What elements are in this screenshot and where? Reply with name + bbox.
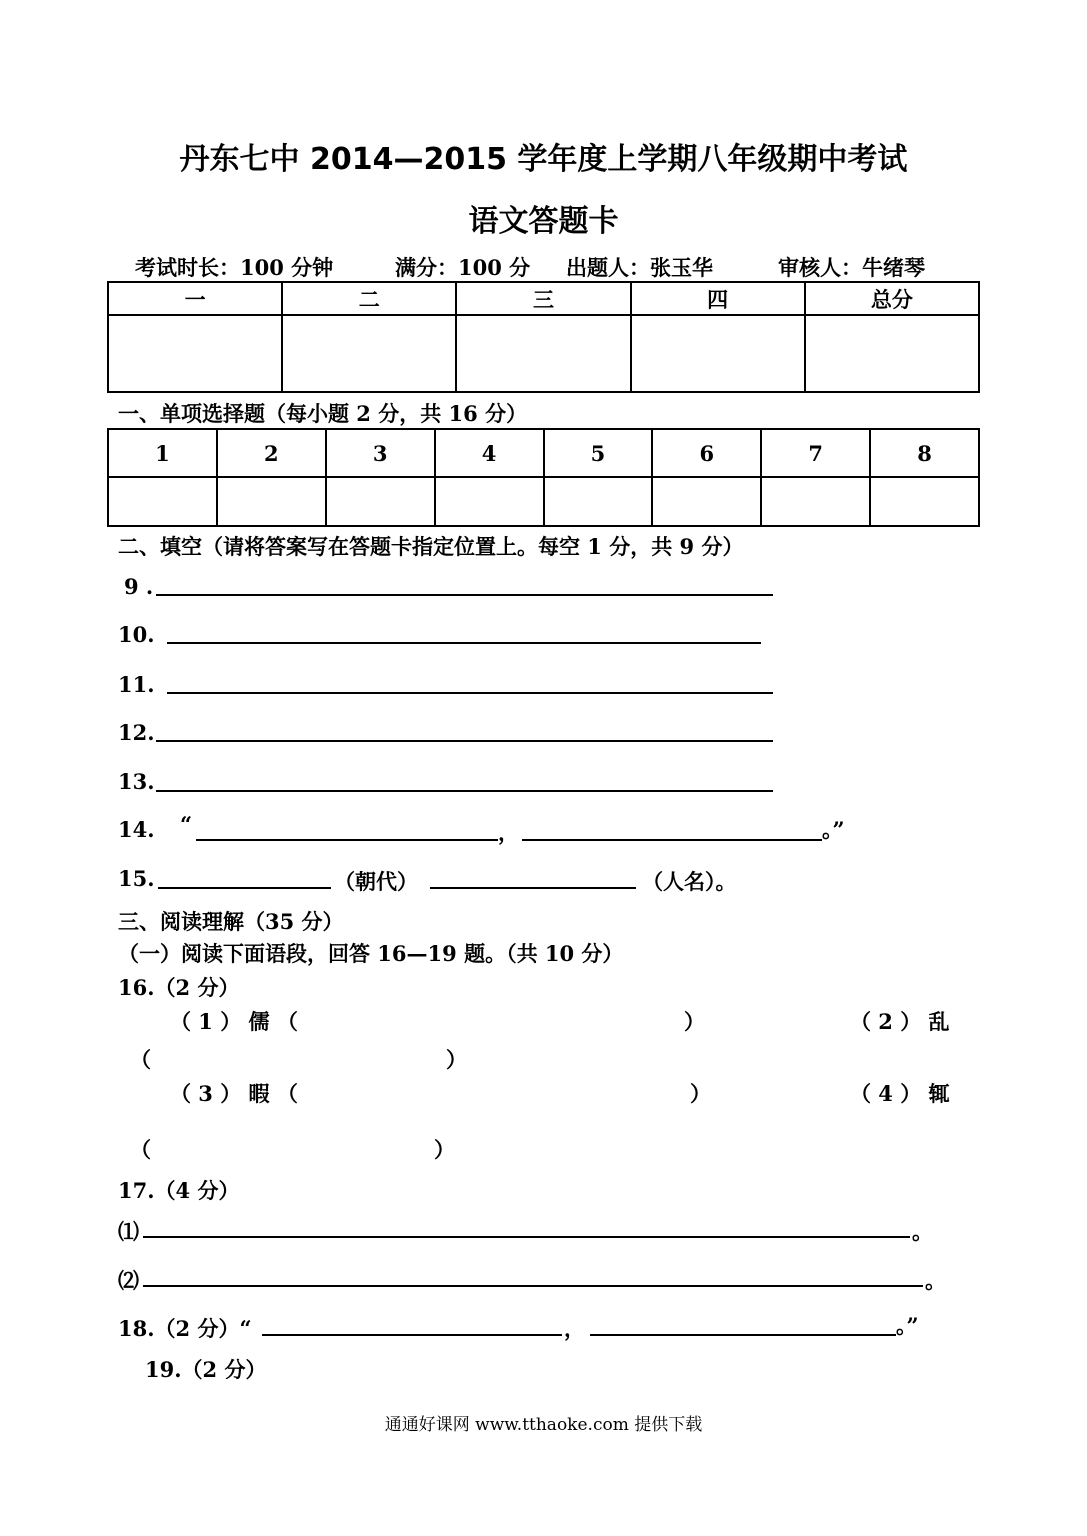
choice-number: 3 [326,429,435,477]
choice-answer-cell[interactable] [652,477,761,526]
score-cell-1[interactable] [108,315,282,392]
question-10-label: 10. [118,622,155,647]
question-17-sub-2: ⑵ [118,1268,139,1293]
question-14-label: 14. [118,817,155,842]
question-17-label: 17.（4 分） [118,1178,240,1203]
question-16-label: 16.（2 分） [118,975,240,1000]
choice-answer-cell[interactable] [870,477,979,526]
choice-number: 1 [108,429,217,477]
question-14-answer-line-2[interactable] [522,839,822,841]
question-17-2-period: 。 [925,1268,946,1293]
choice-number: 7 [761,429,870,477]
question-16-item-3: （ 3 ） 暇 （ [170,1081,298,1106]
question-16-item-2-open: （ [130,1047,151,1072]
page-title: 丹东七中 2014—2015 学年度上学期八年级期中考试 [179,142,908,177]
score-header-4: 四 [631,282,805,315]
question-13-answer-line[interactable] [156,790,773,792]
score-header-1: 一 [108,282,282,315]
question-16-item-2-close: ） [446,1047,467,1072]
question-9-label: 9 . [124,574,154,599]
choice-number: 4 [435,429,544,477]
score-header-total: 总分 [805,282,979,315]
question-19-label: 19.（2 分） [145,1357,267,1382]
reading-part1-instruction: （一）阅读下面语段，回答 16—19 题。（共 10 分） [118,941,624,966]
section2-title: 二、填空（请将答案写在答题卡指定位置上。每空 1 分，共 9 分） [118,534,744,559]
choice-number: 8 [870,429,979,477]
question-16-item-2: （ 2 ） 乱 [850,1009,950,1034]
question-15-dynasty-label: （朝代） [334,869,418,894]
question-16-item-3-close: ） [690,1081,711,1106]
page-subtitle: 语文答题卡 [468,204,619,239]
choice-answer-cell[interactable] [435,477,544,526]
question-11-answer-line[interactable] [167,692,773,694]
full-score: 满分：100 分 [395,255,531,280]
question-16-item-1: （ 1 ） 儒 （ [170,1009,298,1034]
exam-duration: 考试时长：100 分钟 [135,255,334,280]
question-18-comma: ， [564,1316,585,1341]
choice-number: 5 [544,429,653,477]
exam-reviewer: 审核人：牛绪琴 [778,255,925,280]
question-16-item-4: （ 4 ） 辄 [850,1081,950,1106]
question-16-item-1-close: ） [684,1009,705,1034]
question-18-answer-line-1[interactable] [262,1334,562,1336]
score-cell-3[interactable] [456,315,630,392]
question-14-close-quote: 。” [822,817,845,842]
choice-answer-cell[interactable] [544,477,653,526]
question-16-item-4-open: （ [130,1137,151,1162]
question-14-open-quote: “ [180,812,193,837]
choice-number: 2 [217,429,326,477]
choice-answer-cell[interactable] [326,477,435,526]
exam-author: 出题人：张玉华 [566,255,713,280]
question-17-2-answer-line[interactable] [143,1285,923,1287]
question-14-comma: ， [498,820,519,845]
question-16-item-4-close: ） [434,1137,455,1162]
choice-answer-cell[interactable] [217,477,326,526]
score-cell-total[interactable] [805,315,979,392]
question-10-answer-line[interactable] [167,642,761,644]
question-15-name-label: （人名）。 [642,869,737,894]
section1-title: 一、单项选择题（每小题 2 分，共 16 分） [118,401,528,426]
question-15-label: 15. [118,866,155,891]
question-18-label: 18.（2 分）“ [118,1316,252,1341]
question-12-answer-line[interactable] [156,740,773,742]
question-12-label: 12. [118,720,155,745]
choice-answer-table [107,428,980,527]
choice-answer-cell[interactable] [761,477,870,526]
question-17-1-answer-line[interactable] [143,1236,910,1238]
question-18-close-quote: 。” [896,1313,919,1338]
score-cell-2[interactable] [282,315,456,392]
score-cell-4[interactable] [631,315,805,392]
score-table [107,281,980,393]
score-header-2: 二 [282,282,456,315]
footer-credit: 通通好课网 www.tthaoke.com 提供下载 [384,1415,703,1435]
choice-answer-cell[interactable] [108,477,217,526]
question-15-name-line[interactable] [430,887,636,889]
question-14-answer-line-1[interactable] [196,839,498,841]
question-17-1-period: 。 [912,1219,933,1244]
question-13-label: 13. [118,769,155,794]
choice-number: 6 [652,429,761,477]
question-17-sub-1: ⑴ [118,1219,139,1244]
question-18-answer-line-2[interactable] [590,1334,896,1336]
section3-title: 三、阅读理解（35 分） [118,909,344,934]
score-header-3: 三 [456,282,630,315]
question-9-answer-line[interactable] [156,594,773,596]
question-11-label: 11. [118,672,155,697]
question-15-dynasty-line[interactable] [158,887,331,889]
